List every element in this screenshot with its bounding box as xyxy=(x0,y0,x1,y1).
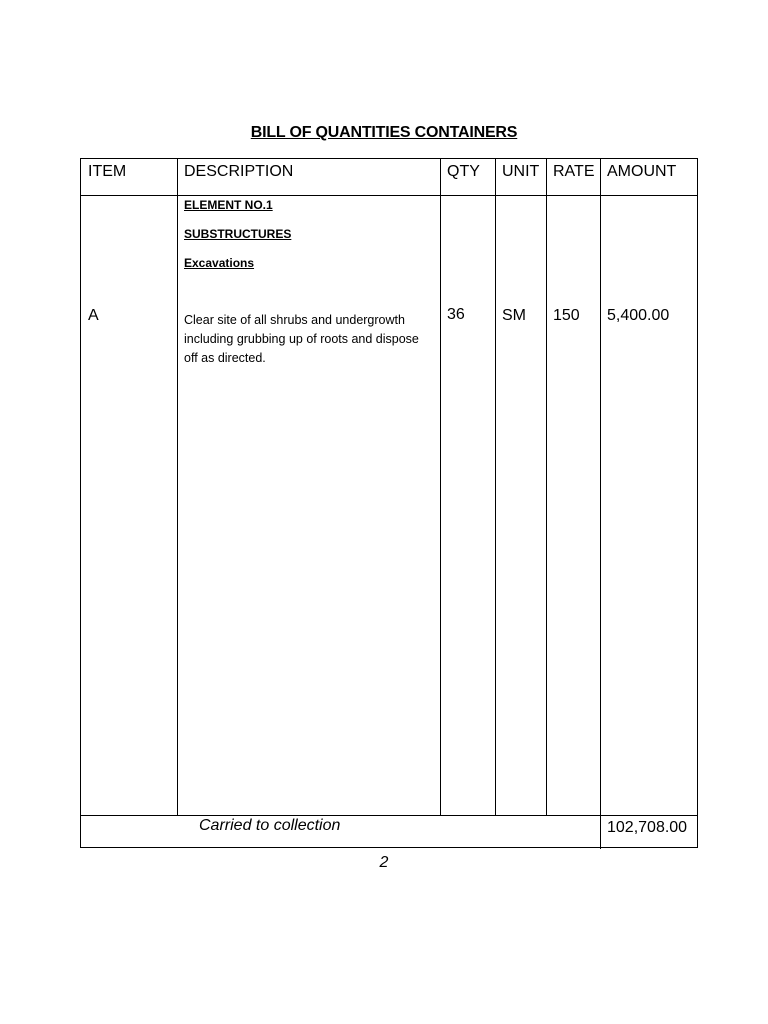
row-qty: 36 xyxy=(447,306,465,323)
row-description: Clear site of all shrubs and undergrowth including grubbing up of roots and dispose off as directed. xyxy=(184,313,419,365)
subsection-heading: Excavations xyxy=(184,256,255,270)
boq-table xyxy=(80,158,698,848)
footer-row-divider xyxy=(81,815,697,816)
element-heading: ELEMENT NO.1 xyxy=(184,198,273,212)
row-amount: 5,400.00 xyxy=(607,307,670,324)
carried-to-collection-amount: 102,708.00 xyxy=(607,819,688,836)
col-divider-item xyxy=(177,159,178,815)
col-divider-qty xyxy=(495,159,496,815)
col-divider-description xyxy=(440,159,441,815)
header-unit: UNIT xyxy=(502,163,540,180)
header-item: ITEM xyxy=(88,163,127,180)
row-item: A xyxy=(88,307,99,324)
header-description: DESCRIPTION xyxy=(184,163,294,180)
header-rate: RATE xyxy=(553,163,595,180)
col-divider-unit xyxy=(546,159,547,815)
row-unit: SM xyxy=(502,307,526,324)
section-heading: SUBSTRUCTURES xyxy=(184,227,292,241)
document-title: BILL OF QUANTITIES CONTAINERS xyxy=(250,124,518,141)
row-rate: 150 xyxy=(553,307,580,324)
header-amount: AMOUNT xyxy=(607,163,677,180)
header-qty: QTY xyxy=(447,163,480,180)
carried-to-collection-label: Carried to collection xyxy=(199,817,341,834)
header-row-divider xyxy=(81,195,697,196)
page-number: 2 xyxy=(379,854,389,871)
col-divider-rate xyxy=(600,159,601,849)
